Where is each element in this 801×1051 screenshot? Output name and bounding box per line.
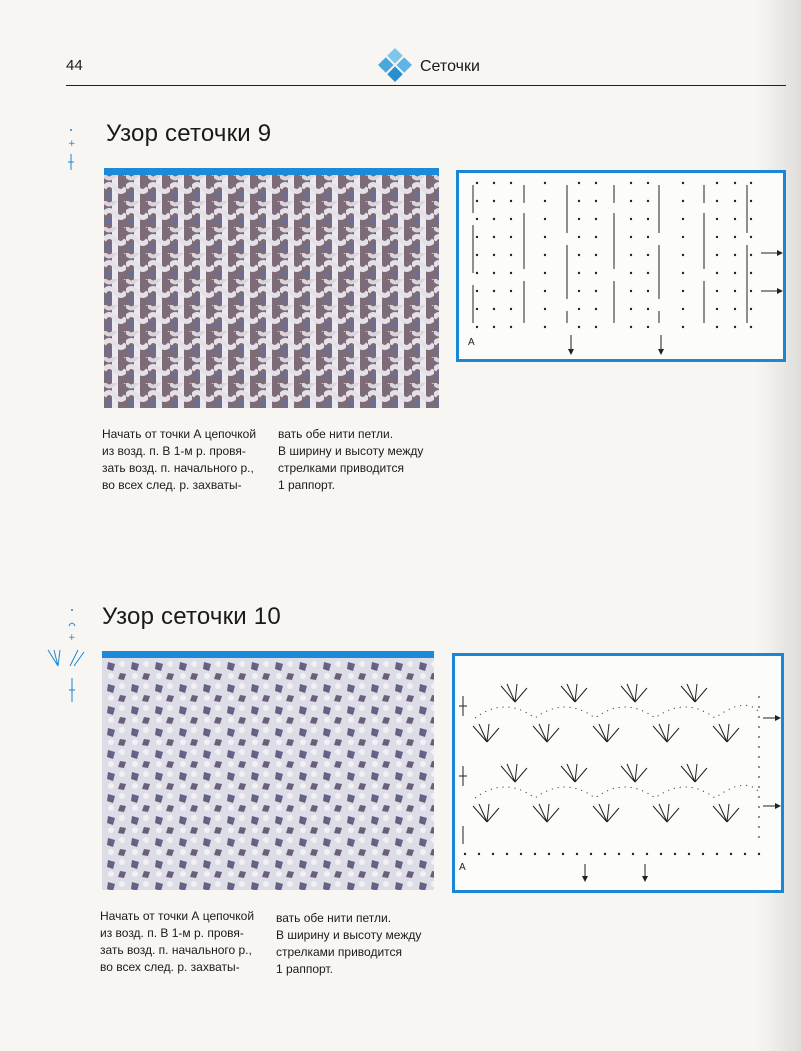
pattern-10-start-label: A bbox=[459, 862, 466, 873]
stitch-symbols-icon bbox=[44, 606, 88, 704]
pattern-9-photo-bar bbox=[104, 168, 439, 175]
pattern-10-photo bbox=[102, 658, 434, 890]
pattern-9-diagram bbox=[456, 170, 786, 362]
diamond-logo-icon bbox=[374, 44, 416, 86]
page-edge-shadow bbox=[755, 0, 801, 1051]
stitch-symbols-icon bbox=[64, 126, 78, 174]
svg-text:+: + bbox=[68, 139, 76, 149]
pattern-9-photo bbox=[104, 175, 439, 408]
pattern-9-text-left: Начать от точки А цепочкой из возд. п. В 1-м р. провя- зать возд. п. начального р., во всех след. р. захваты- bbox=[102, 427, 257, 492]
pattern-10-diagram bbox=[452, 653, 784, 893]
chapter-title: Сеточки bbox=[420, 58, 480, 75]
pattern-9-title: Узор сеточки 9 bbox=[106, 120, 272, 147]
pattern-9-text-right: вать обе нити петли. В ширину и высоту между стрелками приводится 1 раппорт. bbox=[278, 427, 424, 492]
pattern-10-text-left: Начать от точки А цепочкой из возд. п. В 1-м р. провя- зать возд. п. начального р., во всех след. р. захваты- bbox=[100, 909, 255, 974]
pattern-10-text-right: вать обе нити петли. В ширину и высоту между стрелками приводится 1 раппорт. bbox=[276, 911, 422, 976]
page-number: 44 bbox=[66, 57, 83, 74]
header-rule bbox=[66, 85, 786, 86]
pattern-10-photo-bar bbox=[102, 651, 434, 658]
pattern-10-title: Узор сеточки 10 bbox=[102, 603, 281, 630]
svg-text:+: + bbox=[68, 633, 76, 643]
pattern-9-start-label: A bbox=[468, 337, 475, 348]
